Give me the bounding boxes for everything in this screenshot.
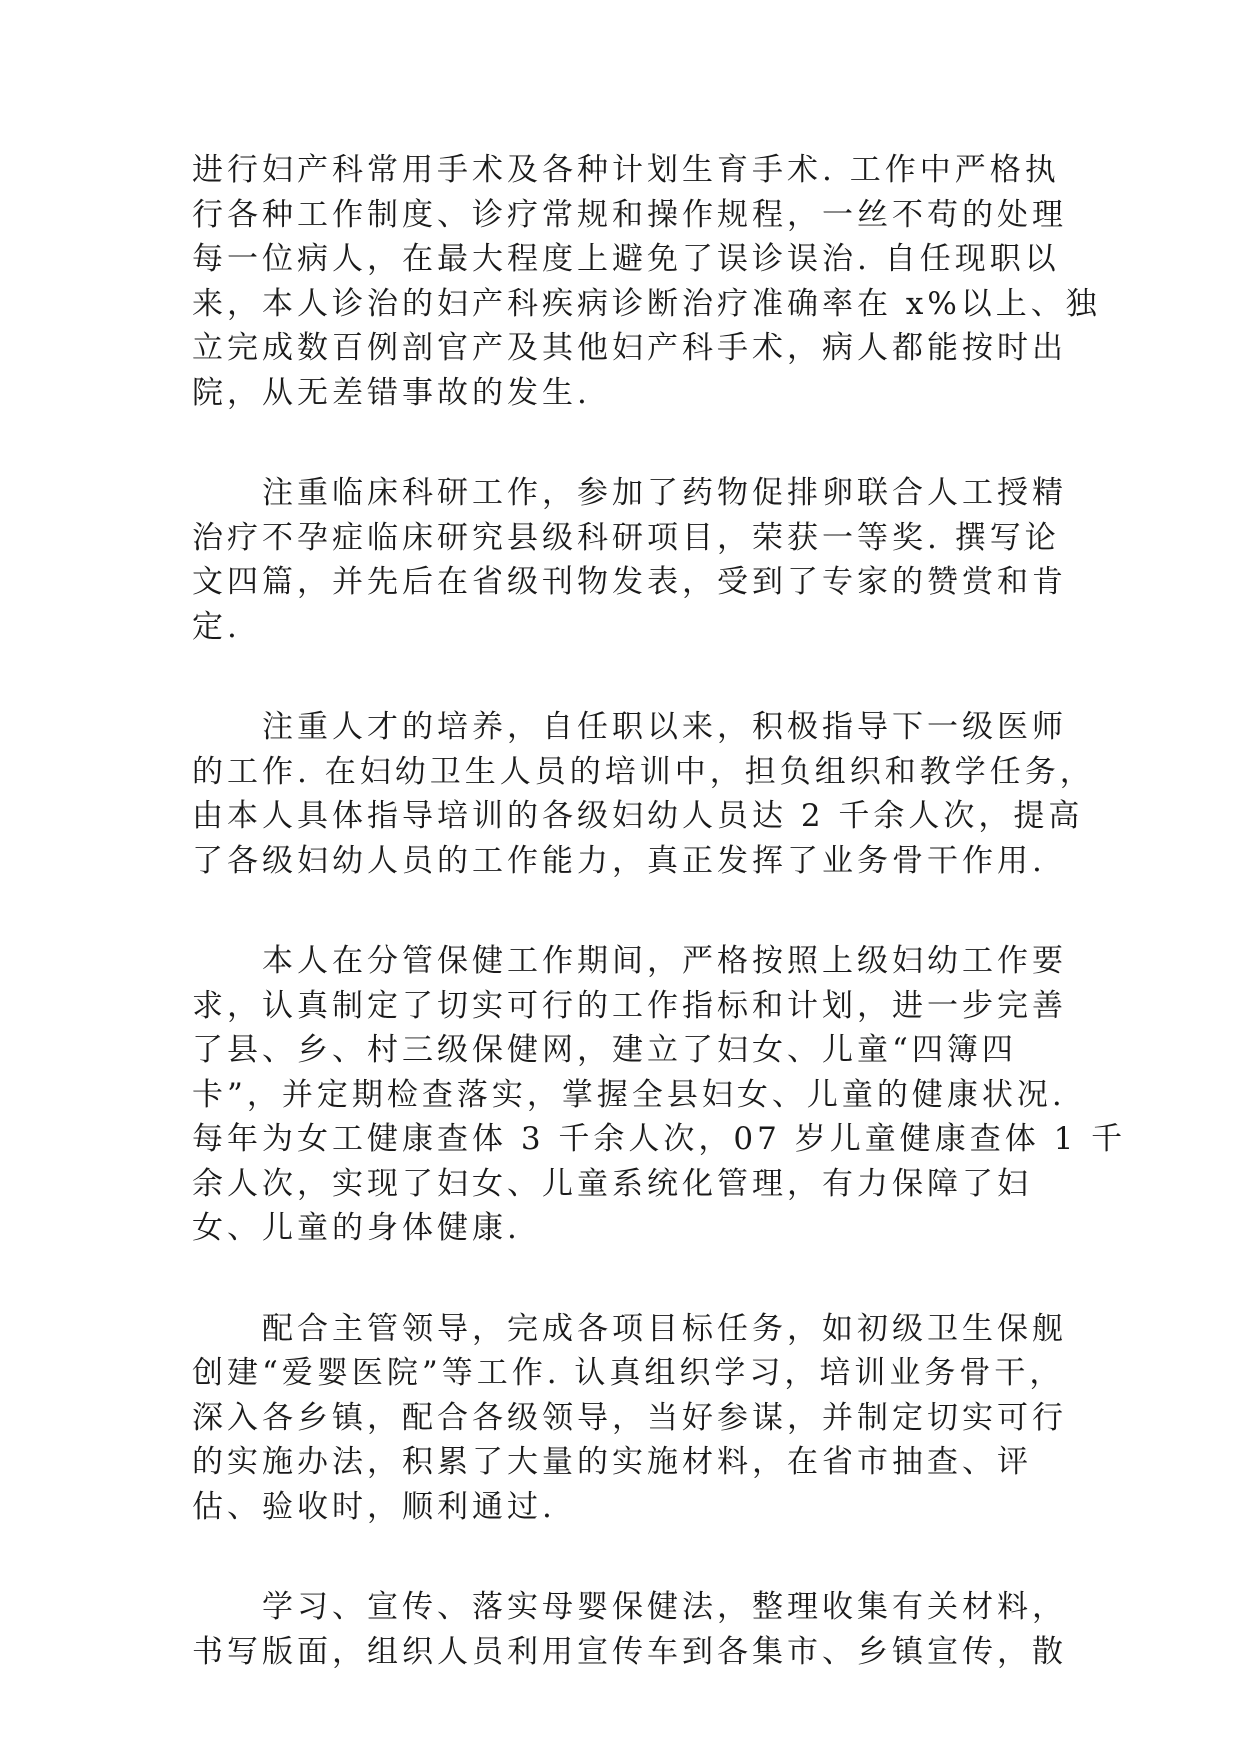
text-line: 立完成数百例剖官产及其他妇产科手术，病人都能按时出: [192, 330, 1067, 366]
paragraph-gap: [192, 649, 1052, 705]
text-line: 估、验收时，顺利通过.: [192, 1488, 556, 1525]
paragraph-gap: [192, 1529, 1052, 1585]
text-line: 了县、乡、村三级保健网，建立了妇女、儿童“四簿四: [192, 1032, 1017, 1068]
text-line: 每年为女工健康查体 3 千余人次，07 岁儿童健康查体 1 千: [192, 1121, 1127, 1157]
paragraph-gap: [192, 415, 1052, 471]
text-line: 行各种工作制度、诊疗常规和操作规程，一丝不苟的处理: [192, 196, 1067, 233]
text-line: 女、儿童的身体健康.: [192, 1210, 521, 1246]
text-line: 注重临床科研工作，参加了药物促排卵联合人工授精: [192, 475, 1067, 511]
text-line: 求，认真制定了切实可行的工作指标和计划，进一步完善: [192, 987, 1067, 1024]
text-line: 配合主管领导，完成各项目标任务，如初级卫生保舰: [192, 1310, 1067, 1347]
text-line: 本人在分管保健工作期间，严格按照上级妇幼工作要: [192, 943, 1067, 979]
paragraph: [192, 148, 1101, 415]
text-line: 书写版面，组织人员利用宣传车到各集市、乡镇宣传，散: [192, 1633, 1067, 1670]
text-line: 院，从无差错事故的发生.: [192, 374, 591, 411]
text-line: 由本人具体指导培训的各级妇幼人员达 2 千余人次，提高: [192, 798, 1084, 834]
text-line: 注重人才的培养，自任职以来，积极指导下一级医师: [192, 709, 1067, 745]
text-line: 每一位病人，在最大程度上避免了误诊误治. 自任现职以: [192, 241, 1060, 277]
text-line: 创建“爱婴医院”等工作. 认真组织学习，培训业务骨干，: [192, 1355, 1065, 1391]
paragraph: [192, 1307, 1067, 1530]
text-line: 定.: [192, 608, 241, 645]
paragraph: [192, 939, 1127, 1251]
paragraph: [192, 1585, 1067, 1674]
text-line: 学习、宣传、落实母婴保健法，整理收集有关材料，: [192, 1589, 1067, 1625]
text-line: 的工作. 在妇幼卫生人员的培训中，担负组织和教学任务，: [192, 753, 1095, 790]
document-body: [192, 148, 1127, 1674]
text-line: 来，本人诊治的妇产科疾病诊断治疗准确率在 x%以上、独: [192, 285, 1101, 322]
text-line: 余人次，实现了妇女、儿童系统化管理，有力保障了妇: [192, 1165, 1032, 1202]
paragraph: [192, 705, 1095, 883]
text-line: 文四篇，并先后在省级刊物发表，受到了专家的赞赏和肯: [192, 564, 1067, 600]
paragraph-gap: [192, 1251, 1052, 1307]
text-line: 的实施办法，积累了大量的实施材料，在省市抽查、评: [192, 1444, 1032, 1480]
text-line: 治疗不孕症临床研究县级科研项目，荣获一等奖. 撰写论: [192, 519, 1060, 556]
paragraph: [192, 471, 1067, 649]
text-line: 进行妇产科常用手术及各种计划生育手术. 工作中严格执: [192, 152, 1060, 188]
text-line: 深入各乡镇，配合各级领导，当好参谋，并制定切实可行: [192, 1399, 1067, 1436]
text-line: 了各级妇幼人员的工作能力，真正发挥了业务骨干作用.: [192, 842, 1046, 879]
paragraph-gap: [192, 883, 1052, 939]
text-line: 卡”，并定期检查落实，掌握全县妇女、儿童的健康状况.: [192, 1076, 1066, 1113]
